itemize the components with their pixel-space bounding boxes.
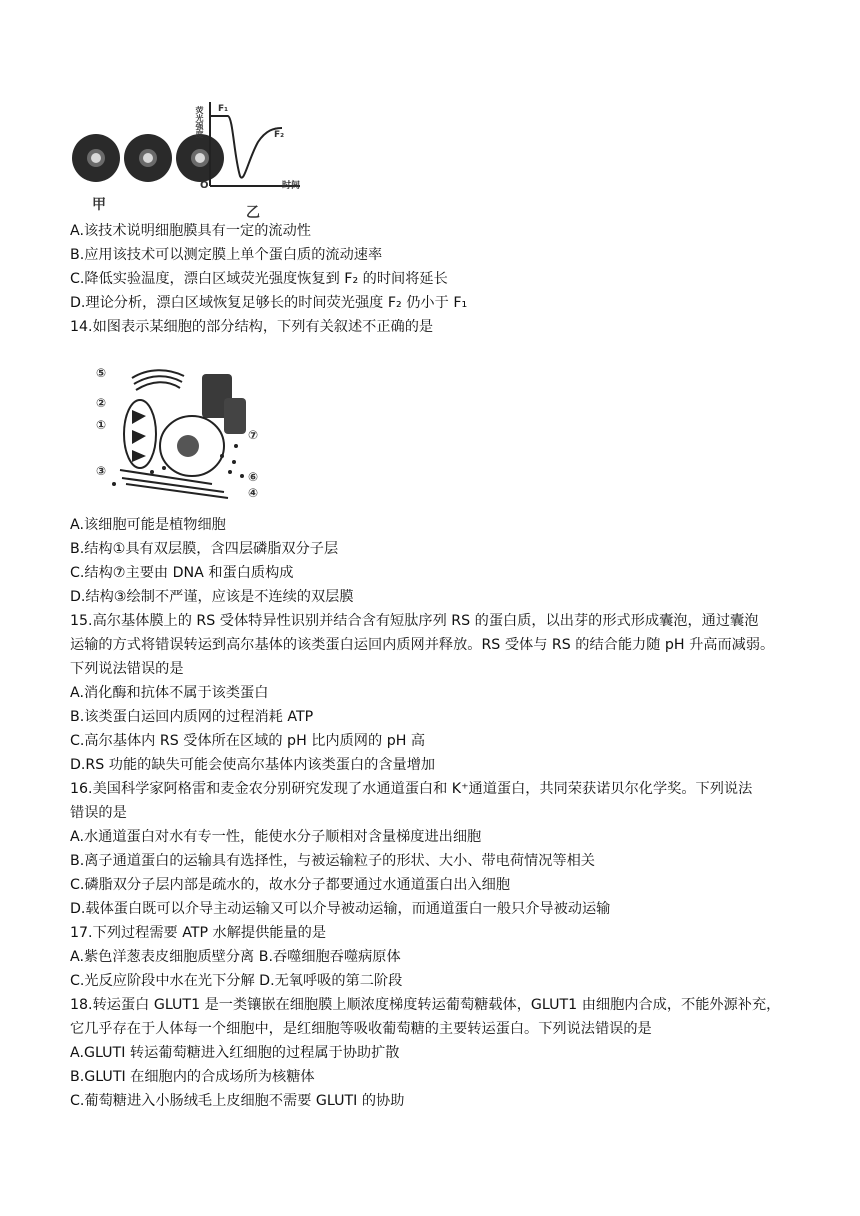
q17-options-ab: A.紫色洋葱表皮细胞质壁分离 B.吞噬细胞吞噬病原体	[70, 949, 401, 965]
q17-options-cd: C.光反应阶段中水在光下分解 D.无氧呼吸的第二阶段	[70, 973, 403, 989]
q13-option-a: A.该技术说明细胞膜具有一定的流动性	[70, 223, 311, 239]
q18-option-a: A.GLUTI 转运葡萄糖进入红细胞的过程属于协助扩散	[70, 1045, 400, 1061]
q13-option-d: D.理论分析，漂白区域恢复足够长的时间荧光强度 F₂ 仍小于 F₁	[70, 295, 468, 311]
axis-origin-label: O	[200, 180, 209, 191]
q14-option-c: C.结构⑦主要由 DNA 和蛋白质构成	[70, 565, 294, 581]
q16-option-a: A.水通道蛋白对水有专一性，能使水分子顺相对含量梯度进出细胞	[70, 829, 482, 845]
q14-option-a: A.该细胞可能是植物细胞	[70, 517, 226, 533]
q15-option-a: A.消化酶和抗体不属于该类蛋白	[70, 685, 269, 701]
cell-label-3: ③	[96, 464, 107, 478]
q13-option-b: B.应用该技术可以测定膜上单个蛋白质的流动速率	[70, 247, 383, 263]
q16-option-c: C.磷脂双分子层内部是疏水的，故水分子都要通过水通道蛋白出入细胞	[70, 877, 511, 893]
q15-option-d: D.RS 功能的缺失可能会使高尔基体内该类蛋白的含量增加	[70, 757, 436, 773]
cell-label-2: ②	[96, 396, 107, 410]
f2-mark: F₂	[274, 130, 285, 140]
q14-option-b: B.结构①具有双层膜，含四层磷脂双分子层	[70, 541, 339, 557]
q15-stem-line-3: 下列说法错误的是	[70, 661, 184, 677]
cell-structure-figure	[92, 360, 272, 504]
cell-label-1: ①	[96, 418, 107, 432]
golgi-body	[132, 370, 184, 390]
axis-y-label: 荧光强度	[195, 106, 204, 138]
q16-stem-line-2: 错误的是	[70, 805, 127, 821]
f1-mark: F₁	[218, 104, 229, 114]
cell-label-6: ⑥	[248, 470, 259, 484]
q15-stem-line-2: 运输的方式将错误转运到高尔基体的该类蛋白运回内质网并释放。RS 受体与 RS 的结合能力随 pH 升高而减弱。	[70, 637, 775, 653]
cell-label-4: ④	[248, 486, 259, 500]
q15-option-b: B.该类蛋白运回内质网的过程消耗 ATP	[70, 709, 314, 725]
q18-option-c: C.葡萄糖进入小肠绒毛上皮细胞不需要 GLUTI 的协助	[70, 1093, 405, 1109]
q16-option-b: B.离子通道蛋白的运输具有选择性，与被运输粒子的形状、大小、带电荷情况等相关	[70, 853, 595, 869]
q16-option-d: D.载体蛋白既可以介导主动运输又可以介导被动运输，而通道蛋白一般只介导被动运输	[70, 901, 611, 917]
q14-option-d: D.结构③绘制不严谨，应该是不连续的双层膜	[70, 589, 354, 605]
cell-label-5: ⑤	[96, 366, 107, 380]
q18-stem-line-1: 18.转运蛋白 GLUT1 是一类镶嵌在细胞膜上顺浓度梯度转运葡萄糖载体，GLUT1 由细胞内合成，不能外源补充，	[70, 997, 781, 1013]
q13-option-c: C.降低实验温度，漂白区域荧光强度恢复到 F₂ 的时间将延长	[70, 271, 448, 287]
rough-er	[120, 470, 228, 498]
chloroplast-shape-2	[224, 398, 246, 434]
q15-option-c: C.高尔基体内 RS 受体所在区域的 pH 比内质网的 pH 高	[70, 733, 426, 749]
cell-label-7: ⑦	[248, 428, 259, 442]
q14-stem: 14.如图表示某细胞的部分结构，下列有关叙述不正确的是	[70, 319, 434, 335]
q16-stem-line-1: 16.美国科学家阿格雷和麦金农分别研究发现了水通道蛋白和 K⁺通道蛋白，共同荣获诺贝尔化学奖。下列说法	[70, 781, 753, 797]
nucleolus-shape	[177, 435, 199, 457]
q15-stem-line-1: 15.高尔基体膜上的 RS 受体特异性识别并结合含有短肽序列 RS 的蛋白质，以出芽的形式形成囊泡，通过囊泡	[70, 613, 759, 629]
q18-option-b: B.GLUTI 在细胞内的合成场所为核糖体	[70, 1069, 315, 1085]
axis-x-label: 时间	[282, 181, 301, 191]
cell-illustrations	[72, 134, 224, 182]
recovery-graph	[210, 102, 300, 186]
figure-label-yi: 乙	[246, 205, 260, 221]
figure-label-jia: 甲	[92, 197, 106, 213]
q18-stem-line-2: 它几乎存在于人体每一个细胞中，是红细胞等吸收葡萄糖的主要转运蛋白。下列说法错误的是	[70, 1021, 652, 1037]
q17-stem: 17.下列过程需要 ATP 水解提供能量的是	[70, 925, 327, 941]
